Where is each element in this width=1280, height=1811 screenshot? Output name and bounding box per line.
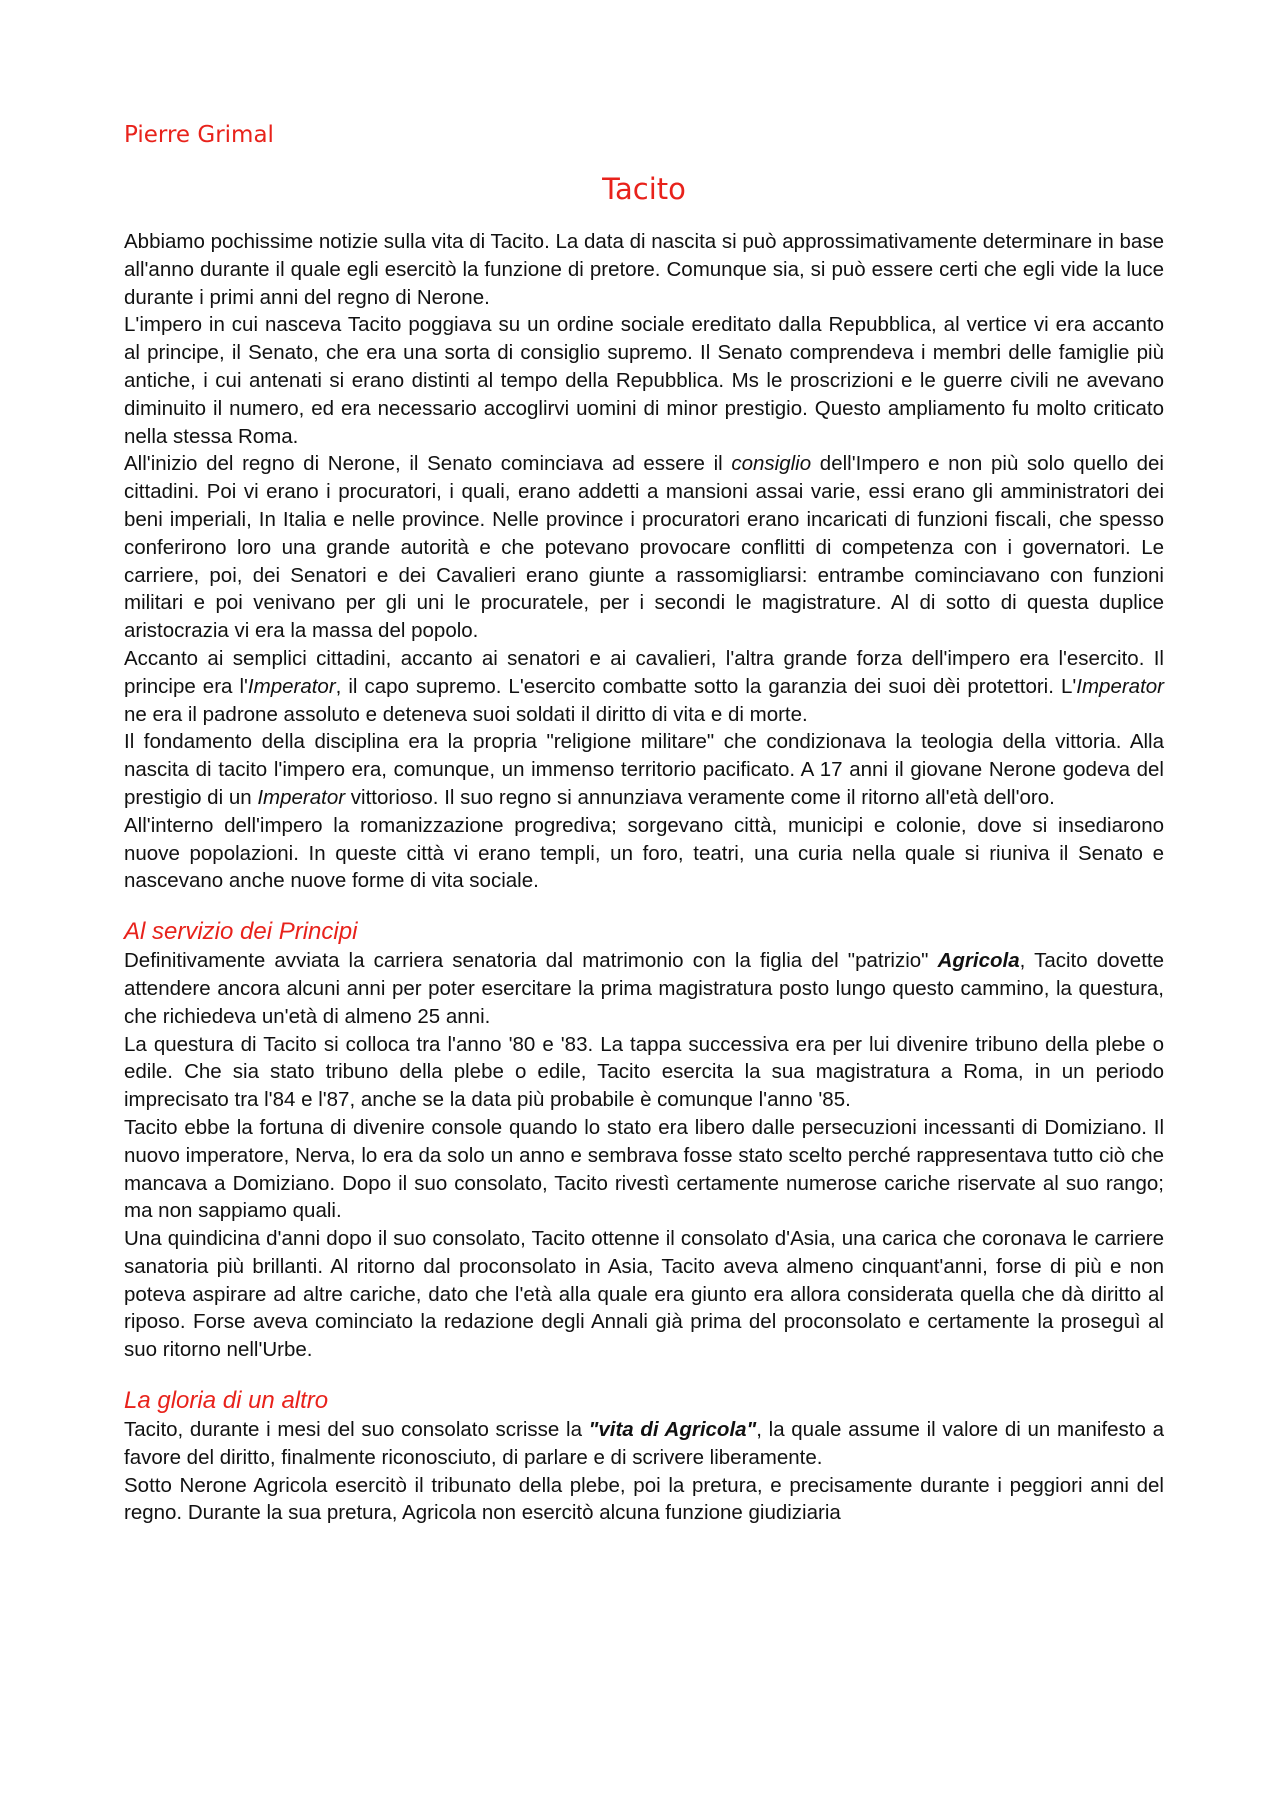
text-run: Definitivamente avviata la carriera senatoria dal matrimonio con la figlia del "patrizio" xyxy=(124,949,938,973)
bold-italic-vita-agricola: "vita di Agricola" xyxy=(588,1418,757,1442)
text-run: Tacito, durante i mesi del suo consolato scrisse la xyxy=(124,1418,589,1442)
emphasis-imperator: Imperator xyxy=(1076,674,1164,698)
paragraph-nerone-agricola: Sotto Nerone Agricola esercitò il tribunato della plebe, poi la pretura, e precisamente durante i peggiori anni del regno. Durante la sua pretura, Agricola non esercitò alcuna funzione giudiziaria xyxy=(124,1473,1164,1525)
paragraph-career xyxy=(124,947,1164,1030)
paragraph-console: Tacito ebbe la fortuna di divenire console quando lo stato era libero dalle persecuzioni incessanti di Domiziano. Il nuovo imperatore, Nerva, lo era da solo un anno e sembrava fosse stato scelto perché rappresentava tutto ciò che mancava a Domiziano. Dopo il suo consolato, Tacito rivestì certamente numerose cariche riservate al suo rango; ma non sappiamo quali. xyxy=(124,1115,1164,1223)
text-run: Accanto ai semplici cittadini, accanto ai senatori e ai cavalieri, l'altra grande forza dell'impero era l'esercito. Il principe era l' xyxy=(124,646,1164,698)
paragraph-discipline xyxy=(124,728,1164,811)
document-title: Tacito xyxy=(602,172,686,206)
bold-italic-agricola: Agricola xyxy=(937,949,1020,973)
author-name: Pierre Grimal xyxy=(124,122,274,148)
paragraph-intro-2: L'impero in cui nasceva Tacito poggiava su un ordine sociale ereditato dalla Repubblica, al vertice vi era accanto al principe, il Senato, che era una sorta di consiglio supremo. Il Senato comprendeva i membri delle famiglie più antiche, i cui antenati si erano distinti al tempo della Repubblica. Ms le proscrizioni e le guerre civili ne avevano diminuito il numero, ed era necessario accoglirvi uomini di minor prestigio. Questo ampliamento fu molto criticato nella stessa Roma. xyxy=(124,313,1164,448)
document-content xyxy=(124,122,1164,1527)
text-run: vittorioso. Il suo regno si annunziava veramente come il ritorno all'età dell'oro. xyxy=(345,785,1055,809)
text-run: , il capo supremo. L'esercito combatte sotto la garanzia dei suoi dèi protettori. L' xyxy=(335,674,1077,698)
paragraph-senate xyxy=(124,450,1164,645)
text-run: dell'Impero e non più solo quello dei cittadini. Poi vi erano i procuratori, i quali, erano addetti a mansioni assai varie, essi erano gli amministratori dei beni imperiali, In Italia e nelle province. Nelle province i procuratori erano incaricati di funzioni fiscali, che spesso conferirono loro una grande autorità e che potevano provocare conflitti di competenza con i governatori. Le carriere, poi, dei Senatori e dei Cavalieri erano giunte a rassomigliarsi: entrambe cominciavano con funzioni militari e poi venivano per gli uni le procuratele, per i secondi le magistrature. Al di sotto di questa duplice aristocrazia vi era la massa del popolo. xyxy=(124,452,1164,643)
text-run: All'inizio del regno di Nerone, il Senato cominciava ad essere il xyxy=(124,452,732,476)
emphasis-consiglio: consiglio xyxy=(731,452,812,476)
text-run: ne era il padrone assoluto e deteneva suoi soldati il diritto di vita e di morte. xyxy=(124,702,808,726)
paragraph-asia: Una quindicina d'anni dopo il suo consolato, Tacito ottenne il consolato d'Asia, una carica che coronava le carriere sanatoria più brillanti. Al ritorno dal proconsolato in Asia, Tacito aveva almeno cinquant'anni, forse di più e non poteva aspirare ad altre cariche, dato che l'età alla quale era giunto era allora considerata quella che dà diritto al riposo. Forse aveva cominciato la redazione degli Annali già prima del proconsolato e certamente la proseguì al suo ritorno nell'Urbe. xyxy=(124,1227,1164,1362)
emphasis-imperator: Imperator xyxy=(257,785,346,809)
section-heading-gloria: La gloria di un altro xyxy=(124,1387,329,1415)
paragraph-questura: La questura di Tacito si colloca tra l'anno '80 e '83. La tappa successiva era per lui divenire tribuno della plebe o edile. Che sia stato tribuno della plebe o edile, Tacito esercita la sua magistratura a Roma, in un periodo imprecisato tra l'84 e l'87, anche se la data più probabile è comunque l'anno '85. xyxy=(124,1032,1164,1112)
paragraph-army xyxy=(124,645,1164,728)
paragraph-intro-1: Abbiamo pochissime notizie sulla vita di Tacito. La data di nascita si può approssimativamente determinare in base all'anno durante il quale egli esercitò la funzione di pretore. Comunque sia, si può essere certi che egli vide la luce durante i primi anni del regno di Nerone. xyxy=(124,230,1164,309)
text-run: , la quale assume il valore di un manifesto a favore del diritto, finalmente riconosciuto, di parlare e di scrivere liberamente. xyxy=(124,1418,1164,1469)
section-heading-principi: Al servizio dei Principi xyxy=(124,918,358,946)
emphasis-imperator: Imperator xyxy=(247,674,336,698)
paragraph-vita-agricola xyxy=(124,1416,1164,1472)
text-run: Il fondamento della disciplina era la propria "religione militare" che condizionava la teologia della vittoria. Alla nascita di tacito l'impero era, comunque, un immenso territorio pacificato. A 17 anni il giovane Nerone godeva del prestigio di un xyxy=(124,730,1164,809)
text-run: , Tacito dovette attendere ancora alcuni anni per poter esercitare la prima magistratura posto lungo questo cammino, la questura, che richiedeva un'età di almeno 25 anni. xyxy=(124,949,1165,1028)
paragraph-romanization: All'interno dell'impero la romanizzazione progrediva; sorgevano città, municipi e colonie, dove si insediarono nuove popolazioni. In queste città vi erano templi, un foro, teatri, una curia nella quale si riuniva il Senato e nascevano anche nuove forme di vita sociale. xyxy=(124,813,1164,893)
